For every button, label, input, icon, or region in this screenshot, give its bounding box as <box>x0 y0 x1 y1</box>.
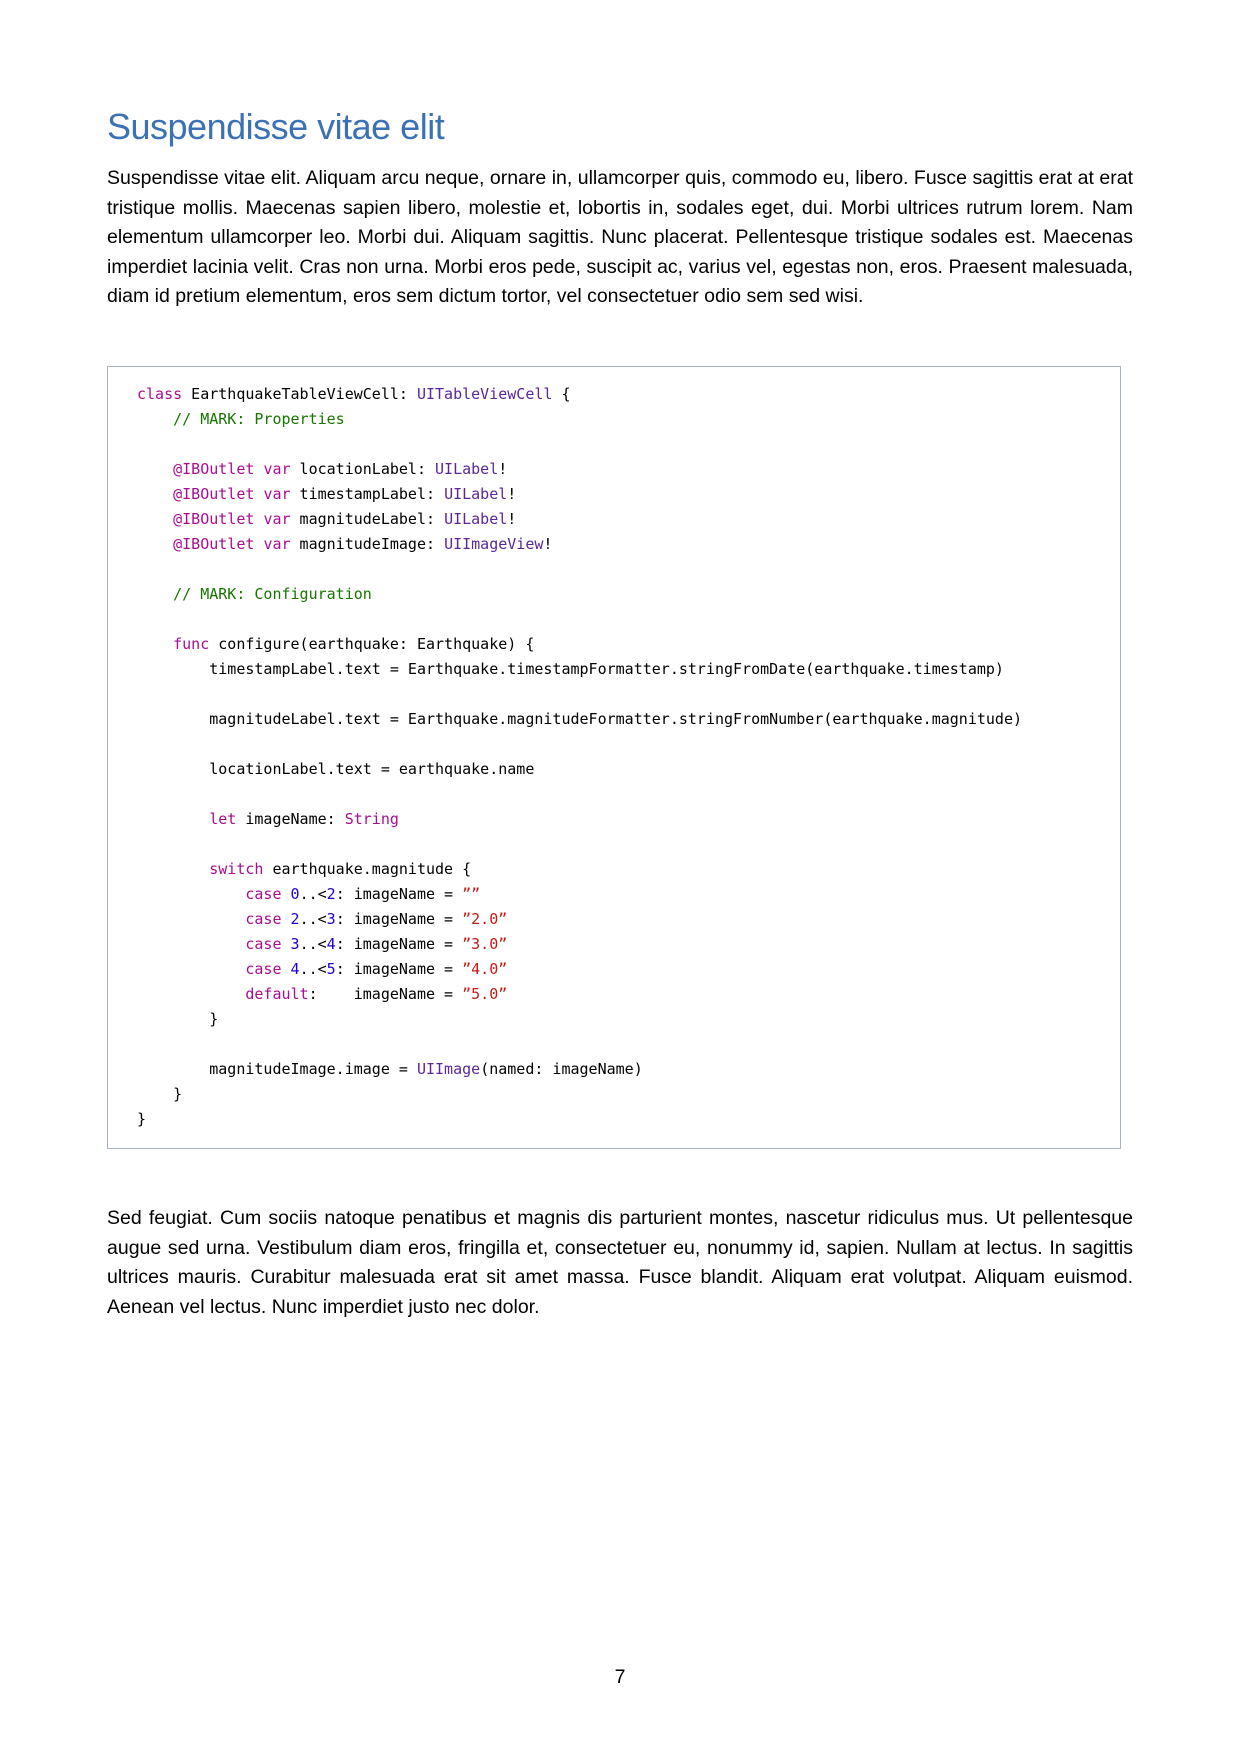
code-token-pl: EarthquakeTableViewCell: <box>182 384 417 403</box>
code-token-num: 4 <box>326 934 336 953</box>
code-token-str: ”4.0” <box>462 959 508 978</box>
code-token-ty: UILabel <box>435 459 499 478</box>
code-token-num: 2 <box>326 884 336 903</box>
code-token-pl: ! <box>543 534 553 553</box>
code-token-kw: func <box>173 634 210 653</box>
code-token-pl <box>137 635 173 653</box>
code-token-cm: // MARK: Properties <box>173 409 345 428</box>
code-token-str: ”2.0” <box>462 909 508 928</box>
code-token-pl <box>282 960 291 978</box>
code-token-pl: ! <box>498 459 508 478</box>
code-token-pl: (named: imageName) <box>480 1059 643 1078</box>
code-token-pl: imageName: <box>236 809 345 828</box>
page-number: 7 <box>614 1666 626 1688</box>
code-token-pl <box>137 960 245 978</box>
code-token-pl: ..< <box>299 959 327 978</box>
code-token-pl: { <box>552 384 571 403</box>
code-token-pl: ! <box>507 509 517 528</box>
code-token-pl: } <box>137 1109 147 1128</box>
code-token-pl: earthquake.magnitude { <box>263 859 472 878</box>
code-token-pl <box>137 935 245 953</box>
code-token-pl <box>137 485 173 503</box>
section-heading: Suspendisse vitae elit <box>107 106 445 147</box>
code-token-str: ”5.0” <box>462 984 508 1003</box>
code-token-cm: // MARK: Configuration <box>173 584 372 603</box>
code-token-pl: } <box>137 1084 183 1103</box>
code-token-kw: let <box>209 809 237 828</box>
code-token-pl <box>137 885 245 903</box>
code-token-ty: UIImage <box>416 1059 481 1078</box>
code-token-pl: magnitudeLabel.text = Earthquake.magnitudeFormatter.stringFromNumber(earthquake.magnitude) <box>137 709 1023 728</box>
code-token-pl <box>137 585 173 603</box>
code-token-pl <box>137 985 245 1003</box>
code-token-pl: magnitudeImage.image = <box>137 1059 417 1078</box>
code-token-pl: configure(earthquake: Earthquake) { <box>209 634 535 653</box>
code-token-num: 3 <box>326 909 336 928</box>
code-token-kw: class <box>137 384 183 403</box>
code-token-pl: magnitudeLabel: <box>290 509 445 528</box>
code-token-pl <box>137 410 173 428</box>
code-token-ty: UILabel <box>444 509 508 528</box>
code-token-pl: } <box>137 1009 219 1028</box>
code-token-pl: timestampLabel: <box>290 484 445 503</box>
code-token-pl: locationLabel.text = earthquake.name <box>137 759 535 778</box>
code-token-kw: var <box>263 509 291 528</box>
code-token-ty: UITableViewCell <box>416 384 553 403</box>
code-token-ty: UIImageView <box>444 534 544 553</box>
code-token-pl <box>137 510 173 528</box>
paragraph-intro: Suspendisse vitae elit. Aliquam arcu neque, ornare in, ullamcorper quis, commodo eu, libero. Fusce sagittis erat at erat tristique mollis. Maecenas sapien libero, molestie et, lobortis in, sodales eget, dui. Morbi ultrices rutrum lorem. Nam elementum ullamcorper leo. Morbi dui. Aliquam sagittis. Nunc placerat. Pellentesque tristique sodales est. Maecenas imperdiet lacinia velit. Cras non urna. Morbi eros pede, suscipit ac, varius vel, egestas non, eros. Praesent malesuada, diam id pretium elementum, eros sem dictum tortor, vel consectetuer odio sem sed wisi. <box>107 167 1133 308</box>
code-token-pl <box>282 885 291 903</box>
code-token-kw: case <box>245 884 282 903</box>
code-token-pl <box>137 535 173 553</box>
code-block <box>107 366 1121 1149</box>
code-token-kw: case <box>245 959 282 978</box>
code-token-num: 0 <box>290 884 300 903</box>
code-token-num: 3 <box>290 934 300 953</box>
code-token-pl: locationLabel: <box>290 459 436 478</box>
code-token-pl: ..< <box>299 884 327 903</box>
code-token-pl: : imageName = <box>335 909 463 928</box>
code-token-str: ”” <box>462 884 481 903</box>
code-token-pl <box>282 910 291 928</box>
code-token-pl: ..< <box>299 934 327 953</box>
code-token-pl: : imageName = <box>335 884 463 903</box>
code-token-kw: case <box>245 934 282 953</box>
code-token-pl <box>137 860 209 878</box>
code-token-num: 2 <box>290 909 300 928</box>
code-token-kw: case <box>245 909 282 928</box>
code-token-kw: var <box>263 459 291 478</box>
code-token-pl: magnitudeImage: <box>290 534 445 553</box>
code-token-pl: timestampLabel.text = Earthquake.timestampFormatter.stringFromDate(earthquake.timestamp) <box>137 659 1004 678</box>
code-token-str: ”3.0” <box>462 934 508 953</box>
code-token-pl: : imageName = <box>308 984 463 1003</box>
code-token-pl: ! <box>507 484 517 503</box>
code-token-kw: @IBOutlet <box>173 459 255 478</box>
code-token-kw: @IBOutlet <box>173 509 255 528</box>
code-token-kw: @IBOutlet <box>173 484 255 503</box>
paragraph-outro: Sed feugiat. Cum sociis natoque penatibus et magnis dis parturient montes, nascetur ridiculus mus. Ut pellentesque augue sed urna. Vestibulum diam eros, fringilla et, consectetuer eu, nonummy id, sapien. Nullam at lectus. In sagittis ultrices mauris. Curabitur malesuada erat sit amet massa. Fusce blandit. Aliquam erat volutpat. Aliquam euismod. Aenean vel lectus. Nunc imperdiet justo nec dolor. <box>107 1206 1133 1318</box>
code-token-kw: @IBOutlet <box>173 534 255 553</box>
code-token-num: 4 <box>290 959 300 978</box>
code-token-pl: ..< <box>299 909 327 928</box>
code-token-pl <box>137 810 209 828</box>
code-token-pl <box>137 460 173 478</box>
code-token-pl <box>137 910 245 928</box>
code-token-kw: var <box>263 534 291 553</box>
code-token-num: 5 <box>326 959 336 978</box>
code-token-pl: : imageName = <box>335 934 463 953</box>
code-token-kw: default <box>245 984 309 1003</box>
code-token-pl <box>282 935 291 953</box>
code-token-ty: UILabel <box>444 484 508 503</box>
code-content <box>137 382 1102 1132</box>
code-token-pl: : imageName = <box>335 959 463 978</box>
code-token-kw: switch <box>209 859 264 878</box>
code-token-kw: String <box>344 809 399 828</box>
code-token-kw: var <box>263 484 291 503</box>
